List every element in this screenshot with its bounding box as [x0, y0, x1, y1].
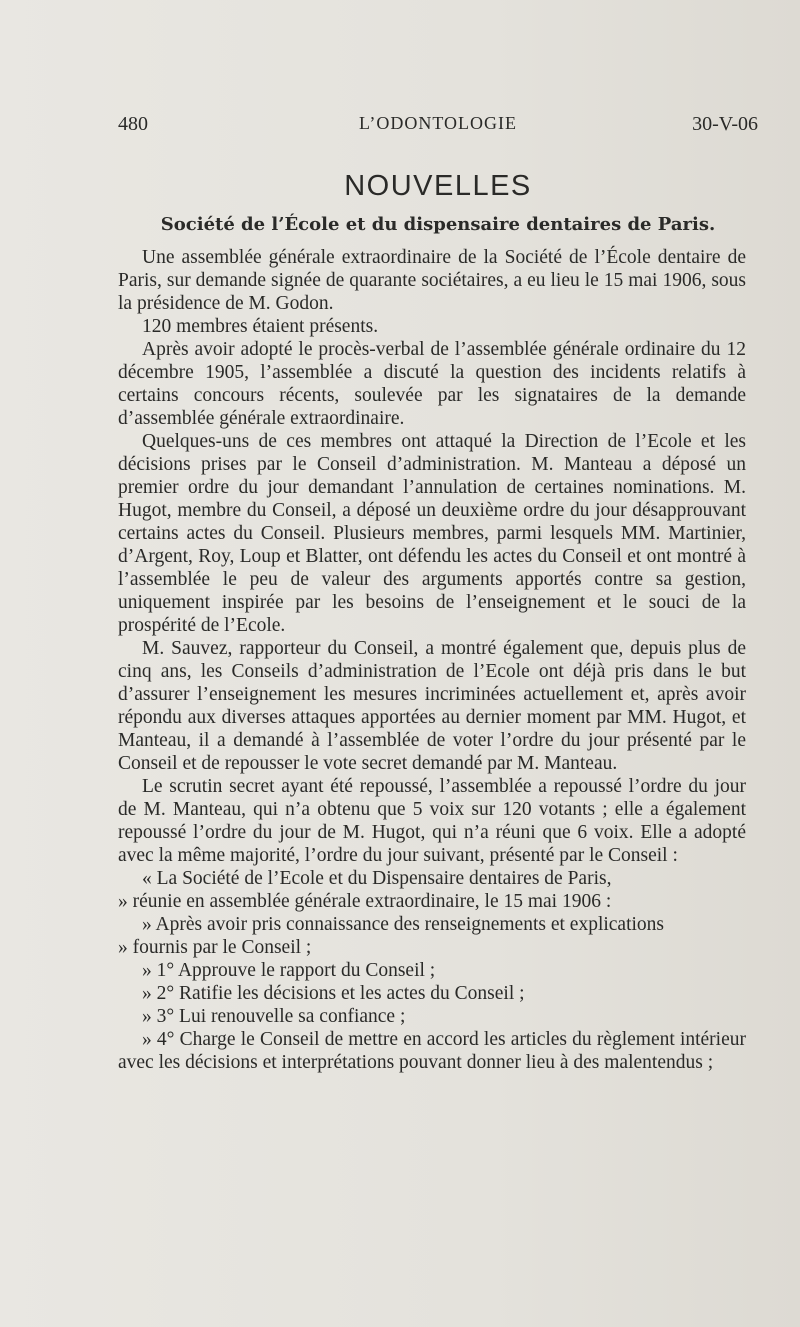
paragraph: M. Sauvez, rapporteur du Conseil, a montré également que, depuis plus de cinq ans, les Conseils d’administration de l’Ecole ont déjà pris dans le but d’assurer l’enseignement les mesures incriminées actuellement et, après avoir répondu aux diverses attaques apportées au dernier moment par MM. Hugot, et Manteau, il a demandé à l’assemblée de voter l’ordre du jour présenté par le Conseil et de repousser le vote secret demandé par M. Manteau.: [118, 638, 746, 774]
issue-date: 30-V-06: [692, 113, 758, 135]
paragraph: Le scrutin secret ayant été repoussé, l’assemblée a repoussé l’ordre du jour de M. Manteau, qui n’a obtenu que 5 voix sur 120 votants ; elle a également repoussé l’ordre du jour de M. Hugot, qui n’a réuni que 6 voix. Elle a adopté avec la même majorité, l’ordre du jour suivant, présenté par le Conseil :: [118, 776, 746, 866]
quote-line: » 3° Lui renouvelle sa confiance ;: [142, 1006, 406, 1027]
quote-line: » réunie en assemblée générale extraordinaire, le 15 mai 1906 :: [118, 891, 612, 912]
quote-line: » 1° Approuve le rapport du Conseil ;: [142, 960, 436, 981]
article-subtitle: Société de l’École et du dispensaire dentaires de Paris.: [160, 214, 716, 235]
quote-line: » fournis par le Conseil ;: [118, 937, 312, 958]
quote-line: « La Société de l’Ecole et du Dispensaire dentaires de Paris,: [142, 868, 612, 889]
page-number: 480: [118, 113, 148, 135]
paragraph: 120 membres étaient présents.: [142, 316, 379, 337]
quote-line: » 2° Ratifie les décisions et les actes du Conseil ;: [142, 983, 525, 1004]
section-title: NOUVELLES: [344, 170, 532, 202]
paragraph: Une assemblée générale extraordinaire de la Société de l’École dentaire de Paris, sur demande signée de quarante sociétaires, a eu lieu le 15 mai 1906, sous la présidence de M. Godon.: [118, 247, 746, 314]
paragraph: Après avoir adopté le procès-verbal de l’assemblée générale ordinaire du 12 décembre 1905, l’assemblée a discuté la question des incidents relatifs à certains concours récents, soulevée par les signataires de la demande d’assemblée générale extraordinaire.: [118, 339, 746, 429]
quote-line: » Après avoir pris connaissance des renseignements et explications: [142, 914, 665, 935]
journal-title: L’ODONTOLOGIE: [359, 113, 517, 133]
quote-line: » 4° Charge le Conseil de mettre en accord les articles du règlement intérieur avec les décisions et interprétations pouvant donner lieu à des malentendus ;: [118, 1029, 746, 1073]
article-body: [118, 246, 746, 1074]
running-header: [118, 113, 758, 137]
paragraph: Quelques-uns de ces membres ont attaqué la Direction de l’Ecole et les décisions prises par le Conseil d’administration. M. Manteau a déposé un premier ordre du jour demandant l’annulation de certaines nominations. M. Hugot, membre du Conseil, a déposé un deuxième ordre du jour désapprouvant certains actes du Conseil. Plusieurs membres, parmi lesquels MM. Martinier, d’Argent, Roy, Loup et Blatter, ont défendu les actes du Conseil et ont montré à l’assemblée le peu de valeur des arguments apportés contre sa gestion, uniquement inspirée par les besoins de l’enseignement et le souci de la prospérité de l’Ecole.: [118, 431, 746, 636]
